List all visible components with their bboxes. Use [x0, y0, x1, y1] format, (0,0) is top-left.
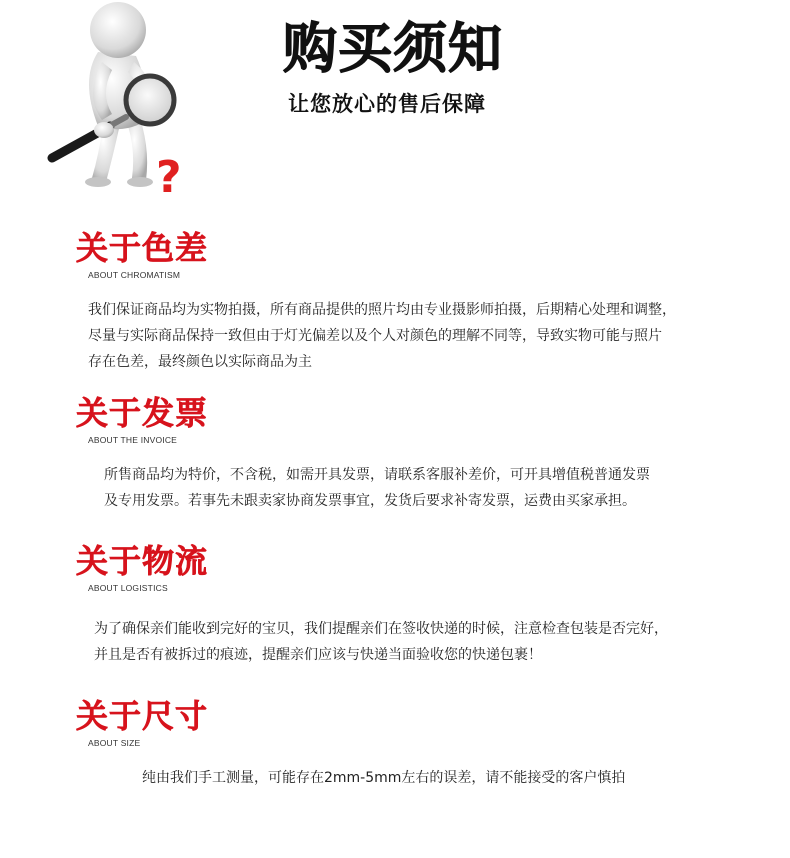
body-line: 及专用发票。若事先未跟卖家协商发票事宜，发货后要求补寄发票，运费由买家承担。 [104, 493, 636, 509]
body-line: 尽量与实际商品保持一致但由于灯光偏差以及个人对颜色的理解不同等，导致实物可能与照片 [88, 328, 662, 344]
figure-with-magnifier-icon [40, 0, 200, 200]
section-title-chromatism: 关于色差 [76, 229, 209, 267]
section-body-chromatism [88, 297, 676, 375]
body-line: 所售商品均为特价，不含税，如需开具发票，请联系客服补差价，可开具增值税普通发票 [104, 467, 650, 483]
page-title: 购买须知 [283, 17, 503, 80]
section-subtitle-invoice: ABOUT THE INVOICE [88, 435, 178, 445]
body-line: 并且是否有被拆过的痕迹，提醒亲们应该与快递当面验收您的快递包裹！ [94, 647, 542, 663]
section-body-invoice [104, 462, 650, 514]
section-subtitle-size: ABOUT SIZE [88, 738, 141, 748]
body-line: 存在色差，最终颜色以实际商品为主 [88, 354, 312, 370]
body-line: 我们保证商品均为实物拍摄，所有商品提供的照片均由专业摄影师拍摄，后期精心处理和调整， [88, 302, 676, 318]
section-subtitle-logistics: ABOUT LOGISTICS [88, 583, 168, 593]
section-title-size: 关于尺寸 [76, 697, 209, 735]
section-body-logistics [94, 616, 668, 668]
body-line: 纯由我们手工测量，可能存在2mm-5mm左右的误差，请不能接受的客户慎拍 [142, 770, 626, 786]
section-title-invoice: 关于发票 [76, 394, 209, 432]
section-title-logistics: 关于物流 [76, 542, 209, 580]
question-mark-icon: ? [156, 152, 182, 200]
page-subtitle: 让您放心的售后保障 [288, 92, 486, 116]
section-body-size [142, 765, 625, 791]
body-line: 为了确保亲们能收到完好的宝贝，我们提醒亲们在签收快递的时候，注意检查包装是否完好， [94, 621, 668, 637]
section-subtitle-chromatism: ABOUT CHROMATISM [88, 270, 181, 280]
